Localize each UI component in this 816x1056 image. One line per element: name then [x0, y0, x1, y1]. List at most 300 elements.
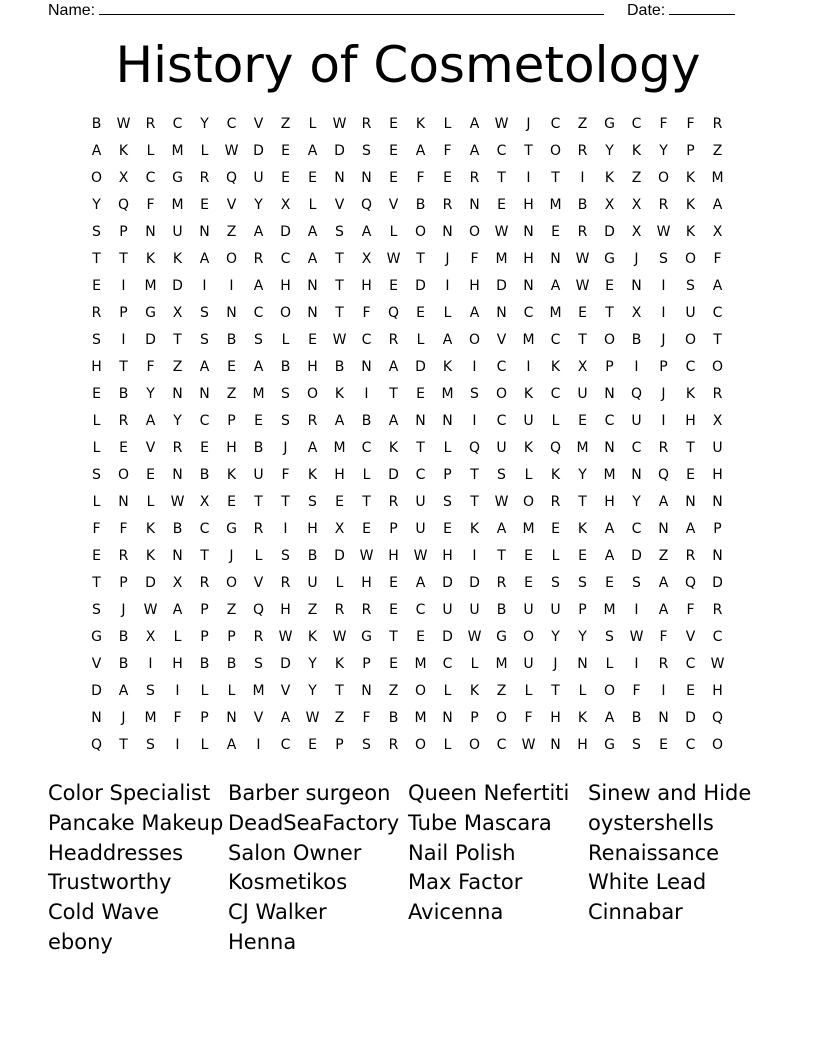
grid-letter[interactable]: E [227, 359, 236, 375]
grid-letter[interactable]: S [92, 332, 101, 348]
grid-letter[interactable]: H [442, 548, 453, 564]
grid-letter[interactable]: F [686, 602, 695, 618]
grid-letter[interactable]: V [388, 197, 399, 213]
grid-letter[interactable]: K [145, 251, 156, 267]
grid-letter[interactable]: H [712, 683, 723, 699]
grid-letter[interactable]: U [577, 386, 588, 402]
grid-letter[interactable]: E [416, 386, 425, 402]
grid-letter[interactable]: W [332, 116, 347, 132]
grid-letter[interactable]: K [685, 170, 696, 186]
grid-letter[interactable]: N [685, 494, 696, 510]
grid-letter[interactable]: B [172, 521, 183, 537]
grid-letter[interactable]: E [281, 143, 290, 159]
grid-letter[interactable]: C [631, 440, 642, 456]
grid-letter[interactable]: W [494, 116, 509, 132]
grid-letter[interactable]: B [91, 116, 102, 132]
grid-letter[interactable]: J [283, 440, 288, 456]
grid-letter[interactable]: C [361, 332, 372, 348]
grid-letter[interactable]: C [550, 116, 561, 132]
grid-letter[interactable]: I [202, 278, 207, 294]
grid-letter[interactable]: G [604, 116, 615, 132]
grid-letter[interactable]: C [631, 521, 642, 537]
grid-letter[interactable]: B [577, 197, 588, 213]
grid-letter[interactable]: K [523, 386, 534, 402]
grid-letter[interactable]: S [200, 332, 209, 348]
grid-letter[interactable]: E [389, 116, 398, 132]
grid-letter[interactable]: I [472, 359, 477, 375]
grid-letter[interactable]: I [661, 305, 666, 321]
grid-letter[interactable]: Z [631, 170, 642, 186]
grid-letter[interactable]: K [685, 386, 696, 402]
grid-letter[interactable]: V [91, 656, 102, 672]
grid-letter[interactable]: C [685, 737, 696, 753]
grid-letter[interactable]: N [550, 251, 561, 267]
grid-letter[interactable]: K [550, 359, 561, 375]
grid-letter[interactable]: V [334, 197, 345, 213]
grid-letter[interactable]: X [712, 413, 723, 429]
grid-letter[interactable]: R [388, 332, 399, 348]
grid-letter[interactable]: Y [578, 629, 587, 645]
grid-letter[interactable]: E [497, 197, 506, 213]
grid-letter[interactable]: M [495, 251, 508, 267]
grid-letter[interactable]: M [441, 386, 454, 402]
grid-letter[interactable]: N [469, 197, 480, 213]
grid-letter[interactable]: P [605, 359, 614, 375]
grid-letter[interactable]: A [469, 143, 480, 159]
grid-letter[interactable]: I [148, 656, 153, 672]
grid-letter[interactable]: S [443, 494, 452, 510]
grid-letter[interactable]: J [526, 116, 531, 132]
grid-letter[interactable]: Q [711, 710, 724, 726]
grid-letter[interactable]: N [658, 521, 669, 537]
grid-letter[interactable]: J [229, 548, 234, 564]
grid-letter[interactable]: K [415, 116, 426, 132]
grid-letter[interactable]: L [254, 548, 263, 564]
grid-letter[interactable]: E [389, 143, 398, 159]
grid-letter[interactable]: Q [468, 440, 481, 456]
grid-letter[interactable]: F [146, 359, 155, 375]
grid-letter[interactable]: N [307, 278, 318, 294]
grid-letter[interactable]: O [468, 332, 481, 348]
grid-letter[interactable]: R [361, 602, 372, 618]
grid-letter[interactable]: W [494, 224, 509, 240]
grid-letter[interactable]: M [171, 197, 184, 213]
grid-letter[interactable]: F [686, 116, 695, 132]
grid-letter[interactable]: U [496, 440, 507, 456]
grid-letter[interactable]: K [388, 440, 399, 456]
grid-letter[interactable]: E [389, 278, 398, 294]
grid-letter[interactable]: F [470, 251, 479, 267]
grid-letter[interactable]: W [467, 629, 482, 645]
grid-letter[interactable]: L [524, 683, 533, 699]
grid-letter[interactable]: L [578, 683, 587, 699]
grid-letter[interactable]: U [550, 602, 561, 618]
grid-letter[interactable]: C [496, 143, 507, 159]
grid-letter[interactable]: Q [657, 467, 670, 483]
grid-letter[interactable]: O [603, 332, 616, 348]
grid-letter[interactable]: Y [308, 683, 317, 699]
grid-letter[interactable]: L [335, 575, 344, 591]
grid-letter[interactable]: Z [334, 710, 345, 726]
grid-letter[interactable]: J [445, 251, 450, 267]
grid-letter[interactable]: R [469, 170, 480, 186]
grid-letter[interactable]: X [631, 197, 642, 213]
grid-letter[interactable]: W [413, 548, 428, 564]
grid-letter[interactable]: O [117, 467, 130, 483]
grid-letter[interactable]: W [575, 251, 590, 267]
grid-letter[interactable]: N [604, 440, 615, 456]
grid-letter[interactable]: C [550, 332, 561, 348]
grid-letter[interactable]: T [173, 332, 182, 348]
grid-letter[interactable]: A [199, 359, 210, 375]
grid-letter[interactable]: E [362, 521, 371, 537]
grid-letter[interactable]: G [604, 251, 615, 267]
grid-letter[interactable]: N [334, 170, 345, 186]
grid-letter[interactable]: O [414, 737, 427, 753]
grid-letter[interactable]: P [470, 710, 479, 726]
grid-letter[interactable]: E [335, 494, 344, 510]
grid-letter[interactable]: I [634, 602, 639, 618]
grid-letter[interactable]: S [146, 683, 155, 699]
grid-letter[interactable]: H [172, 656, 183, 672]
grid-letter[interactable]: T [389, 386, 398, 402]
grid-letter[interactable]: L [308, 197, 317, 213]
grid-letter[interactable]: N [658, 710, 669, 726]
grid-letter[interactable]: R [253, 251, 264, 267]
grid-letter[interactable]: X [604, 197, 615, 213]
grid-letter[interactable]: D [388, 467, 399, 483]
grid-letter[interactable]: C [199, 521, 210, 537]
grid-letter[interactable]: M [603, 467, 616, 483]
grid-letter[interactable]: R [118, 548, 129, 564]
grid-letter[interactable]: A [280, 710, 291, 726]
grid-letter[interactable]: S [497, 467, 506, 483]
grid-letter[interactable]: U [253, 170, 264, 186]
grid-letter[interactable]: L [443, 440, 452, 456]
grid-letter[interactable]: B [199, 656, 210, 672]
grid-letter[interactable]: Z [226, 386, 237, 402]
grid-letter[interactable]: C [199, 413, 210, 429]
grid-letter[interactable]: E [605, 278, 614, 294]
grid-letter[interactable]: B [199, 467, 210, 483]
grid-letter[interactable]: T [524, 143, 533, 159]
grid-letter[interactable]: I [634, 656, 639, 672]
grid-letter[interactable]: A [604, 548, 615, 564]
grid-letter[interactable]: U [685, 305, 696, 321]
grid-letter[interactable]: B [226, 332, 237, 348]
grid-letter[interactable]: R [334, 602, 345, 618]
grid-letter[interactable]: C [280, 737, 291, 753]
grid-letter[interactable]: I [256, 737, 261, 753]
grid-letter[interactable]: L [200, 143, 209, 159]
grid-letter[interactable]: Z [226, 602, 237, 618]
grid-letter[interactable]: D [145, 575, 156, 591]
grid-letter[interactable]: T [119, 251, 128, 267]
grid-letter[interactable]: X [334, 521, 345, 537]
grid-letter[interactable]: Z [172, 359, 183, 375]
grid-letter[interactable]: U [253, 467, 264, 483]
grid-letter[interactable]: I [175, 683, 180, 699]
grid-letter[interactable]: E [551, 521, 560, 537]
grid-letter[interactable]: C [280, 251, 291, 267]
grid-letter[interactable]: F [362, 305, 371, 321]
grid-letter[interactable]: U [523, 602, 534, 618]
grid-letter[interactable]: R [118, 413, 129, 429]
grid-letter[interactable]: E [308, 170, 317, 186]
grid-letter[interactable]: A [496, 521, 507, 537]
grid-letter[interactable]: A [145, 413, 156, 429]
grid-letter[interactable]: E [200, 197, 209, 213]
grid-letter[interactable]: K [631, 143, 642, 159]
grid-letter[interactable]: N [361, 359, 372, 375]
grid-letter[interactable]: M [549, 305, 562, 321]
grid-letter[interactable]: D [631, 548, 642, 564]
grid-letter[interactable]: O [603, 683, 616, 699]
grid-letter[interactable]: M [144, 710, 157, 726]
grid-letter[interactable]: H [523, 251, 534, 267]
grid-letter[interactable]: P [713, 521, 722, 537]
grid-letter[interactable]: K [145, 548, 156, 564]
grid-letter[interactable]: F [632, 683, 641, 699]
grid-letter[interactable]: J [634, 251, 639, 267]
grid-letter[interactable]: D [280, 656, 291, 672]
grid-letter[interactable]: F [362, 710, 371, 726]
grid-letter[interactable]: B [118, 386, 129, 402]
grid-letter[interactable]: Z [577, 116, 588, 132]
grid-letter[interactable]: Y [92, 197, 101, 213]
grid-letter[interactable]: U [712, 440, 723, 456]
grid-letter[interactable]: Q [117, 197, 130, 213]
grid-letter[interactable]: W [629, 629, 644, 645]
grid-letter[interactable]: O [684, 332, 697, 348]
grid-letter[interactable]: U [415, 494, 426, 510]
grid-letter[interactable]: E [416, 305, 425, 321]
grid-letter[interactable]: B [226, 656, 237, 672]
grid-letter[interactable]: M [522, 332, 535, 348]
grid-letter[interactable]: N [145, 224, 156, 240]
grid-letter[interactable]: L [92, 440, 101, 456]
grid-letter[interactable]: X [631, 305, 642, 321]
grid-letter[interactable]: B [334, 359, 345, 375]
grid-letter[interactable]: W [332, 332, 347, 348]
grid-letter[interactable]: E [92, 386, 101, 402]
grid-letter[interactable]: R [712, 386, 723, 402]
grid-letter[interactable]: Q [252, 602, 265, 618]
grid-letter[interactable]: F [281, 467, 290, 483]
grid-letter[interactable]: L [443, 305, 452, 321]
grid-letter[interactable]: N [577, 656, 588, 672]
grid-letter[interactable]: R [253, 521, 264, 537]
grid-letter[interactable]: A [307, 440, 318, 456]
grid-letter[interactable]: Z [658, 548, 669, 564]
grid-letter[interactable]: H [523, 197, 534, 213]
grid-letter[interactable]: E [146, 467, 155, 483]
grid-letter[interactable]: E [389, 602, 398, 618]
grid-letter[interactable]: W [656, 224, 671, 240]
grid-letter[interactable]: T [497, 548, 506, 564]
grid-letter[interactable]: Q [90, 737, 103, 753]
grid-letter[interactable]: F [713, 251, 722, 267]
grid-letter[interactable]: T [551, 170, 560, 186]
grid-letter[interactable]: F [146, 197, 155, 213]
grid-letter[interactable]: A [658, 575, 669, 591]
grid-letter[interactable]: K [550, 467, 561, 483]
grid-letter[interactable]: K [334, 656, 345, 672]
grid-letter[interactable]: R [496, 575, 507, 591]
date-field[interactable] [669, 0, 735, 15]
grid-letter[interactable]: W [359, 548, 374, 564]
grid-letter[interactable]: P [335, 737, 344, 753]
grid-letter[interactable]: S [362, 143, 371, 159]
grid-letter[interactable]: K [226, 467, 237, 483]
grid-letter[interactable]: R [577, 224, 588, 240]
grid-letter[interactable]: N [496, 305, 507, 321]
grid-letter[interactable]: Z [712, 143, 723, 159]
grid-letter[interactable]: N [172, 548, 183, 564]
grid-letter[interactable]: V [496, 332, 507, 348]
grid-letter[interactable]: M [711, 170, 724, 186]
grid-letter[interactable]: S [470, 386, 479, 402]
grid-letter[interactable]: T [119, 737, 128, 753]
grid-letter[interactable]: K [469, 521, 480, 537]
grid-letter[interactable]: I [472, 548, 477, 564]
grid-letter[interactable]: N [712, 494, 723, 510]
grid-letter[interactable]: M [252, 386, 265, 402]
grid-letter[interactable]: W [116, 116, 131, 132]
grid-letter[interactable]: I [661, 278, 666, 294]
grid-letter[interactable]: S [659, 251, 668, 267]
grid-letter[interactable]: S [92, 467, 101, 483]
grid-letter[interactable]: M [333, 440, 346, 456]
grid-letter[interactable]: C [604, 413, 615, 429]
grid-letter[interactable]: O [495, 386, 508, 402]
grid-letter[interactable]: W [224, 143, 239, 159]
grid-letter[interactable]: Y [632, 494, 641, 510]
grid-letter[interactable]: S [92, 602, 101, 618]
grid-letter[interactable]: L [362, 467, 371, 483]
grid-letter[interactable]: K [523, 440, 534, 456]
grid-letter[interactable]: E [578, 413, 587, 429]
grid-letter[interactable]: R [172, 440, 183, 456]
grid-letter[interactable]: A [604, 521, 615, 537]
grid-letter[interactable]: U [307, 575, 318, 591]
grid-letter[interactable]: I [634, 359, 639, 375]
grid-letter[interactable]: L [308, 116, 317, 132]
grid-letter[interactable]: P [119, 575, 128, 591]
grid-letter[interactable]: N [307, 305, 318, 321]
grid-letter[interactable]: X [280, 197, 291, 213]
grid-letter[interactable]: A [388, 359, 399, 375]
grid-letter[interactable]: A [172, 602, 183, 618]
grid-letter[interactable]: Z [388, 683, 399, 699]
grid-letter[interactable]: L [551, 413, 560, 429]
grid-letter[interactable]: P [227, 413, 236, 429]
grid-letter[interactable]: S [281, 413, 290, 429]
grid-letter[interactable]: S [92, 224, 101, 240]
grid-letter[interactable]: R [307, 413, 318, 429]
grid-letter[interactable]: L [200, 737, 209, 753]
grid-letter[interactable]: G [91, 629, 102, 645]
grid-letter[interactable]: Y [578, 467, 587, 483]
grid-letter[interactable]: T [335, 305, 344, 321]
grid-letter[interactable]: A [550, 278, 561, 294]
grid-letter[interactable]: L [92, 494, 101, 510]
grid-letter[interactable]: M [549, 197, 562, 213]
grid-letter[interactable]: J [661, 332, 666, 348]
grid-letter[interactable]: V [253, 710, 264, 726]
grid-letter[interactable]: B [307, 548, 318, 564]
grid-letter[interactable]: T [497, 170, 506, 186]
grid-letter[interactable]: O [414, 224, 427, 240]
grid-letter[interactable]: H [226, 440, 237, 456]
grid-letter[interactable]: E [308, 332, 317, 348]
grid-letter[interactable]: W [170, 494, 185, 510]
grid-letter[interactable]: E [416, 629, 425, 645]
grid-letter[interactable]: X [577, 359, 588, 375]
grid-letter[interactable]: H [469, 278, 480, 294]
grid-letter[interactable]: K [172, 251, 183, 267]
grid-letter[interactable]: B [361, 413, 372, 429]
grid-letter[interactable]: K [334, 386, 345, 402]
grid-letter[interactable]: A [469, 116, 480, 132]
grid-letter[interactable]: Y [173, 413, 182, 429]
grid-letter[interactable]: I [175, 737, 180, 753]
grid-letter[interactable]: K [685, 224, 696, 240]
grid-letter[interactable]: K [469, 683, 480, 699]
grid-letter[interactable]: P [389, 521, 398, 537]
grid-letter[interactable]: U [415, 521, 426, 537]
grid-letter[interactable]: D [91, 683, 102, 699]
grid-letter[interactable]: M [495, 656, 508, 672]
grid-letter[interactable]: E [686, 467, 695, 483]
grid-letter[interactable]: T [416, 251, 425, 267]
grid-letter[interactable]: E [605, 575, 614, 591]
grid-letter[interactable]: M [576, 440, 589, 456]
grid-letter[interactable]: C [523, 305, 534, 321]
grid-letter[interactable]: J [661, 386, 666, 402]
grid-letter[interactable]: D [334, 548, 345, 564]
grid-letter[interactable]: A [658, 494, 669, 510]
grid-letter[interactable]: A [658, 602, 669, 618]
grid-letter[interactable]: N [118, 494, 129, 510]
grid-letter[interactable]: I [661, 413, 666, 429]
grid-letter[interactable]: C [361, 440, 372, 456]
grid-letter[interactable]: V [253, 116, 264, 132]
grid-letter[interactable]: E [308, 737, 317, 753]
grid-letter[interactable]: D [172, 278, 183, 294]
grid-letter[interactable]: I [283, 521, 288, 537]
grid-letter[interactable]: N [712, 548, 723, 564]
grid-letter[interactable]: T [362, 494, 371, 510]
grid-letter[interactable]: E [389, 575, 398, 591]
grid-letter[interactable]: B [496, 602, 507, 618]
grid-letter[interactable]: P [227, 629, 236, 645]
grid-letter[interactable]: J [553, 656, 558, 672]
grid-letter[interactable]: S [200, 305, 209, 321]
grid-letter[interactable]: Y [605, 143, 614, 159]
grid-letter[interactable]: N [631, 278, 642, 294]
grid-letter[interactable]: A [415, 143, 426, 159]
grid-letter[interactable]: E [281, 170, 290, 186]
grid-letter[interactable]: W [386, 251, 401, 267]
grid-letter[interactable]: C [415, 602, 426, 618]
grid-letter[interactable]: A [307, 224, 318, 240]
grid-letter[interactable]: A [388, 413, 399, 429]
grid-letter[interactable]: X [145, 629, 156, 645]
grid-letter[interactable]: C [712, 305, 723, 321]
grid-letter[interactable]: H [550, 710, 561, 726]
grid-letter[interactable]: T [551, 683, 560, 699]
